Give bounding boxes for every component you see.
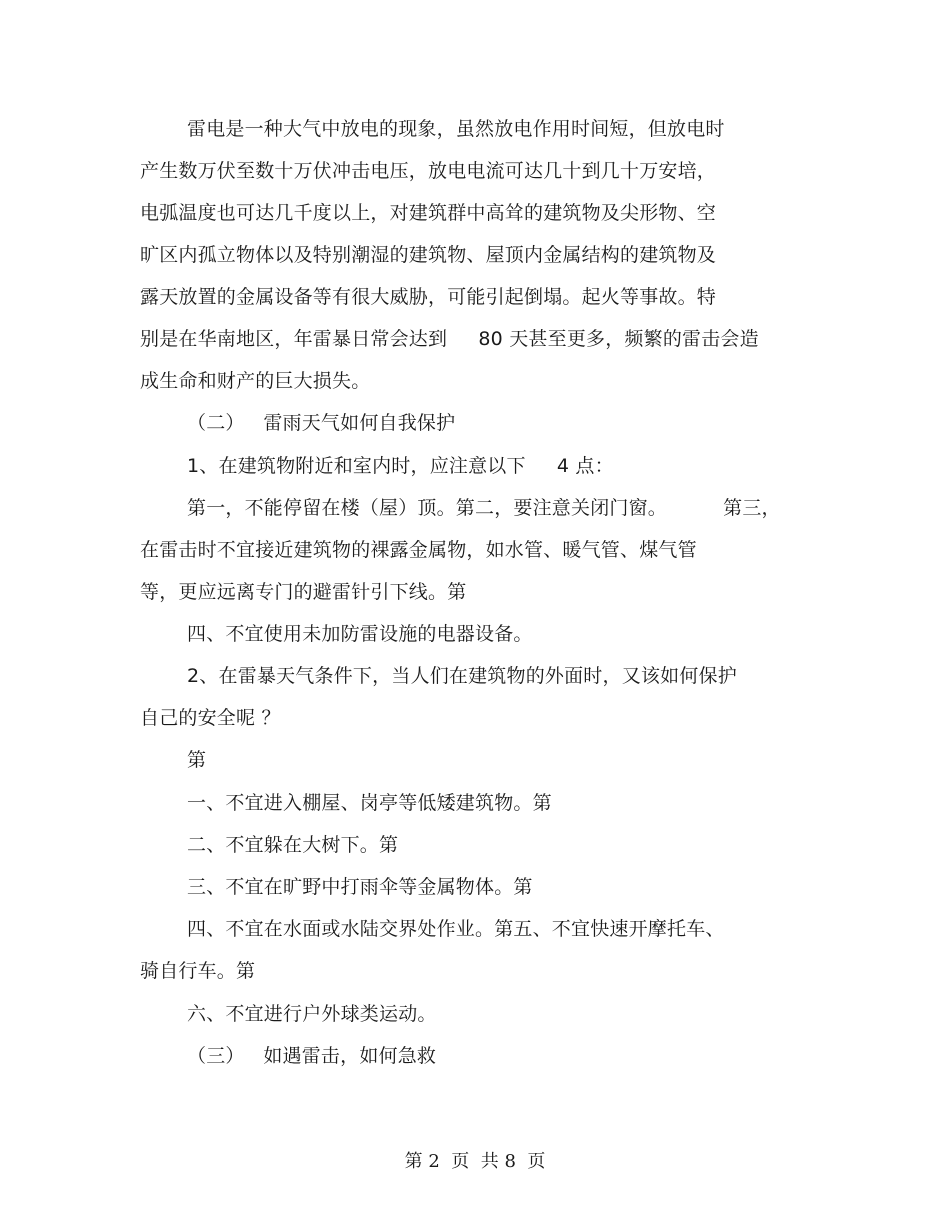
paragraph-line: 六、不宜进行户外球类运动。 [187,1003,437,1025]
paragraph-line: 露天放置的金属设备等有很大威胁，可能引起倒塌。起火等事故。特 [140,286,717,308]
paragraph-line: 三、不宜在旷野中打雨伞等金属物体。第 [187,876,533,898]
section-heading: （二） 雷雨天气如何自我保护 [187,412,456,434]
paragraph-line: 2、在雷暴天气条件下，当人们在建筑物的外面时，又该如何保护 [187,665,737,687]
paragraph-line: 第一，不能停留在楼（屋）顶。第二，要注意关闭门窗。 第三， [187,497,781,519]
paragraph-line: 产生数万伏至数十万伏冲击电压，放电电流可达几十到几十万安培， [140,160,717,182]
paragraph-line: 四、不宜使用未加防雷设施的电器设备。 [187,623,533,645]
paragraph-line: 在雷击时不宜接近建筑物的裸露金属物，如水管、暖气管、煤气管 [140,539,697,561]
paragraph-line: 等，更应远离专门的避雷针引下线。第 [140,581,467,603]
paragraph-line: 自己的安全呢 ？ [140,707,281,729]
page-number-footer: 第 2 页 共 8 页 [404,1151,546,1172]
paragraph-line: 第 [187,749,207,771]
paragraph-line: 四、不宜在水面或水陆交界处作业。第五、不宜快速开摩托车、 [187,918,725,940]
paragraph-line: 成生命和财产的巨大损失。 [140,370,371,392]
paragraph-line: 别是在华南地区，年雷暴日常会达到 80 天甚至更多，频繁的雷击会造 [140,328,759,350]
paragraph-line: 一、不宜进入棚屋、岗亭等低矮建筑物。第 [187,792,552,814]
paragraph-line: 1、在建筑物附近和室内时，应注意以下 4 点： [187,455,614,477]
paragraph-line: 雷电是一种大气中放电的现象，虽然放电作用时间短，但放电时 [187,118,725,140]
section-heading: （三） 如遇雷击，如何急救 [187,1045,437,1067]
paragraph-line: 电弧温度也可达几千度以上，对建筑群中高耸的建筑物及尖形物、空 [140,202,717,224]
paragraph-line: 旷区内孤立物体以及特别潮湿的建筑物、屋顶内金属结构的建筑物及 [140,244,717,266]
paragraph-line: 二、不宜躲在大树下。第 [187,834,399,856]
paragraph-line: 骑自行车。第 [140,960,256,982]
